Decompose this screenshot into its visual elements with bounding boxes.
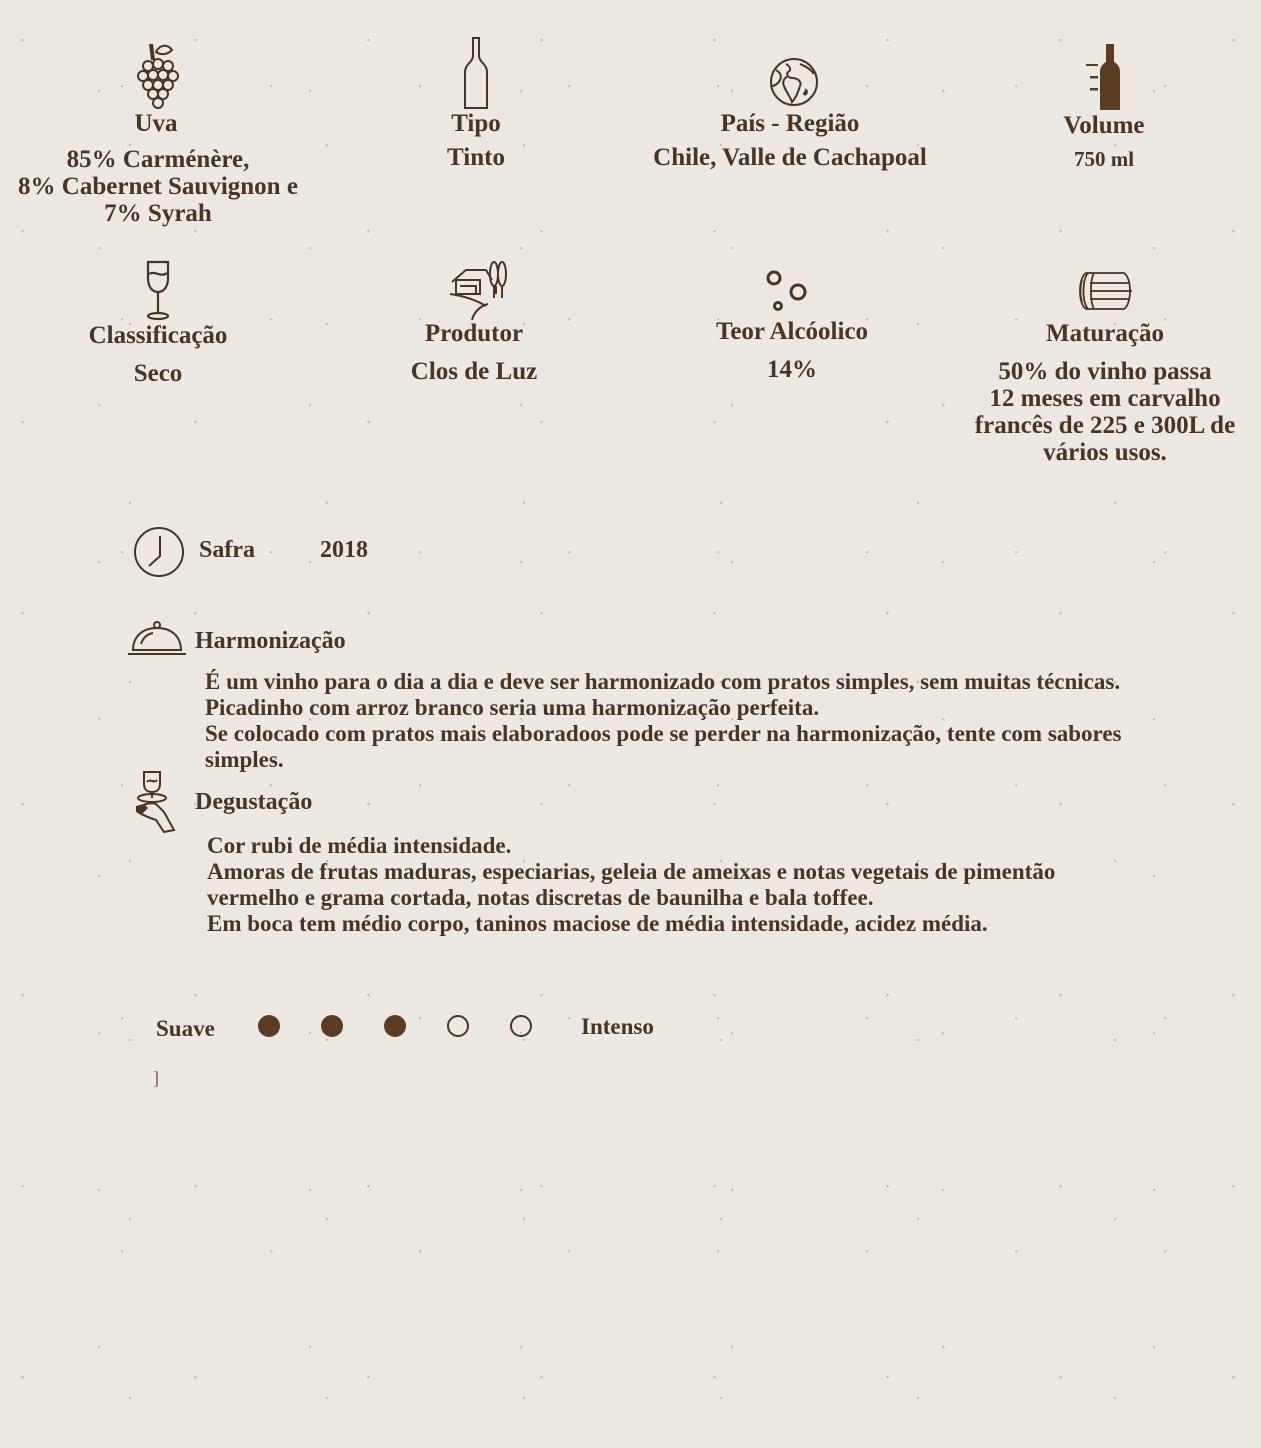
- harmonizacao-title: Harmonização: [195, 628, 346, 654]
- harmonizacao-line: Picadinho com arroz branco seria uma harmonização perfeita.: [205, 695, 820, 720]
- spec-label: Tipo: [451, 110, 501, 137]
- spec-value-line: 12 meses em carvalho: [989, 385, 1221, 412]
- spec-value-line: Chile, Valle de Cachapoal: [653, 144, 927, 171]
- cloche-icon: [127, 620, 187, 656]
- spec-value-line: vários usos.: [1043, 439, 1167, 466]
- spec-value-line: 50% do vinho passa: [998, 358, 1212, 385]
- spec-value-line: 85% Carménère,: [66, 146, 250, 173]
- spec-pais-regiao: [630, 56, 950, 171]
- wine-glass-icon: [143, 260, 173, 322]
- degustacao-line: Cor rubi de média intensidade.: [207, 833, 512, 858]
- stray-mark: ]: [153, 1068, 159, 1088]
- spec-uva: [0, 40, 316, 227]
- spec-value-line: 8% Cabernet Sauvignon e: [18, 173, 298, 200]
- bottle-volume-icon: [1084, 42, 1130, 112]
- spec-volume: [1004, 42, 1204, 173]
- spec-label: Maturação: [1045, 320, 1165, 347]
- spec-value-line: Clos de Luz: [410, 358, 538, 385]
- spec-label: Classificação: [88, 322, 228, 349]
- spec-value-line: francês de 225 e 300L de: [974, 412, 1236, 439]
- intensity-dot-empty: [510, 1015, 532, 1037]
- spec-tipo: [376, 36, 576, 171]
- spec-classificacao: [58, 260, 258, 387]
- spec-value-line: 750 ml: [1073, 147, 1135, 171]
- intensity-dot-filled: [258, 1015, 280, 1037]
- spec-value-line: Seco: [133, 360, 183, 387]
- intensity-dot-filled: [321, 1015, 343, 1037]
- degustacao-title: Degustação: [195, 789, 313, 815]
- winery-house-icon: [446, 258, 510, 322]
- degustacao-line: vermelho e grama cortada, notas discretas de baunilha e bala toffee.: [207, 885, 874, 910]
- safra-value: 2018: [320, 537, 368, 563]
- spec-value-line: 7% Syrah: [104, 200, 212, 227]
- degustacao-text: [207, 833, 1055, 937]
- intensity-dot-filled: [384, 1015, 406, 1037]
- safra-label: Safra: [199, 537, 255, 563]
- clock-icon: [133, 526, 185, 578]
- bottle-outline-icon: [461, 36, 491, 110]
- spec-label: Volume: [1063, 112, 1145, 139]
- spec-maturacao: [962, 270, 1248, 466]
- bubbles-icon: [764, 268, 812, 314]
- spec-label: País - Região: [720, 110, 860, 137]
- intensity-max-label: Intenso: [581, 1014, 654, 1039]
- intensity-dot-empty: [447, 1015, 469, 1037]
- spec-teor-alcoolico: [692, 268, 892, 383]
- spec-value-line: 14%: [767, 356, 817, 383]
- globe-icon: [768, 56, 820, 108]
- spec-value-line: Tinto: [447, 144, 505, 171]
- degustacao-line: Amoras de frutas maduras, especiarias, geleia de ameixas e notas vegetais de pimentão: [207, 859, 1056, 884]
- spec-label: Uva: [134, 110, 178, 137]
- spec-label: Teor Alcóolico: [715, 318, 869, 345]
- spec-produtor: [374, 258, 574, 385]
- degustacao-line: Em boca tem médio corpo, taninos maciose de média intensidade, acidez média.: [207, 911, 988, 936]
- harmonizacao-line: Se colocado com pratos mais elaboradoos pode se perder na harmonização, tente com sabores: [205, 721, 1122, 746]
- tasting-hand-icon: [134, 768, 182, 834]
- harmonizacao-text: [205, 669, 1122, 773]
- barrel-icon: [1076, 270, 1134, 312]
- spec-label: Produtor: [424, 320, 524, 347]
- grape-icon: [134, 40, 182, 110]
- intensity-min-label: Suave: [156, 1016, 215, 1041]
- harmonizacao-line: simples.: [205, 747, 284, 772]
- harmonizacao-line: É um vinho para o dia a dia e deve ser harmonizado com pratos simples, sem muitas técnicas.: [205, 669, 1121, 694]
